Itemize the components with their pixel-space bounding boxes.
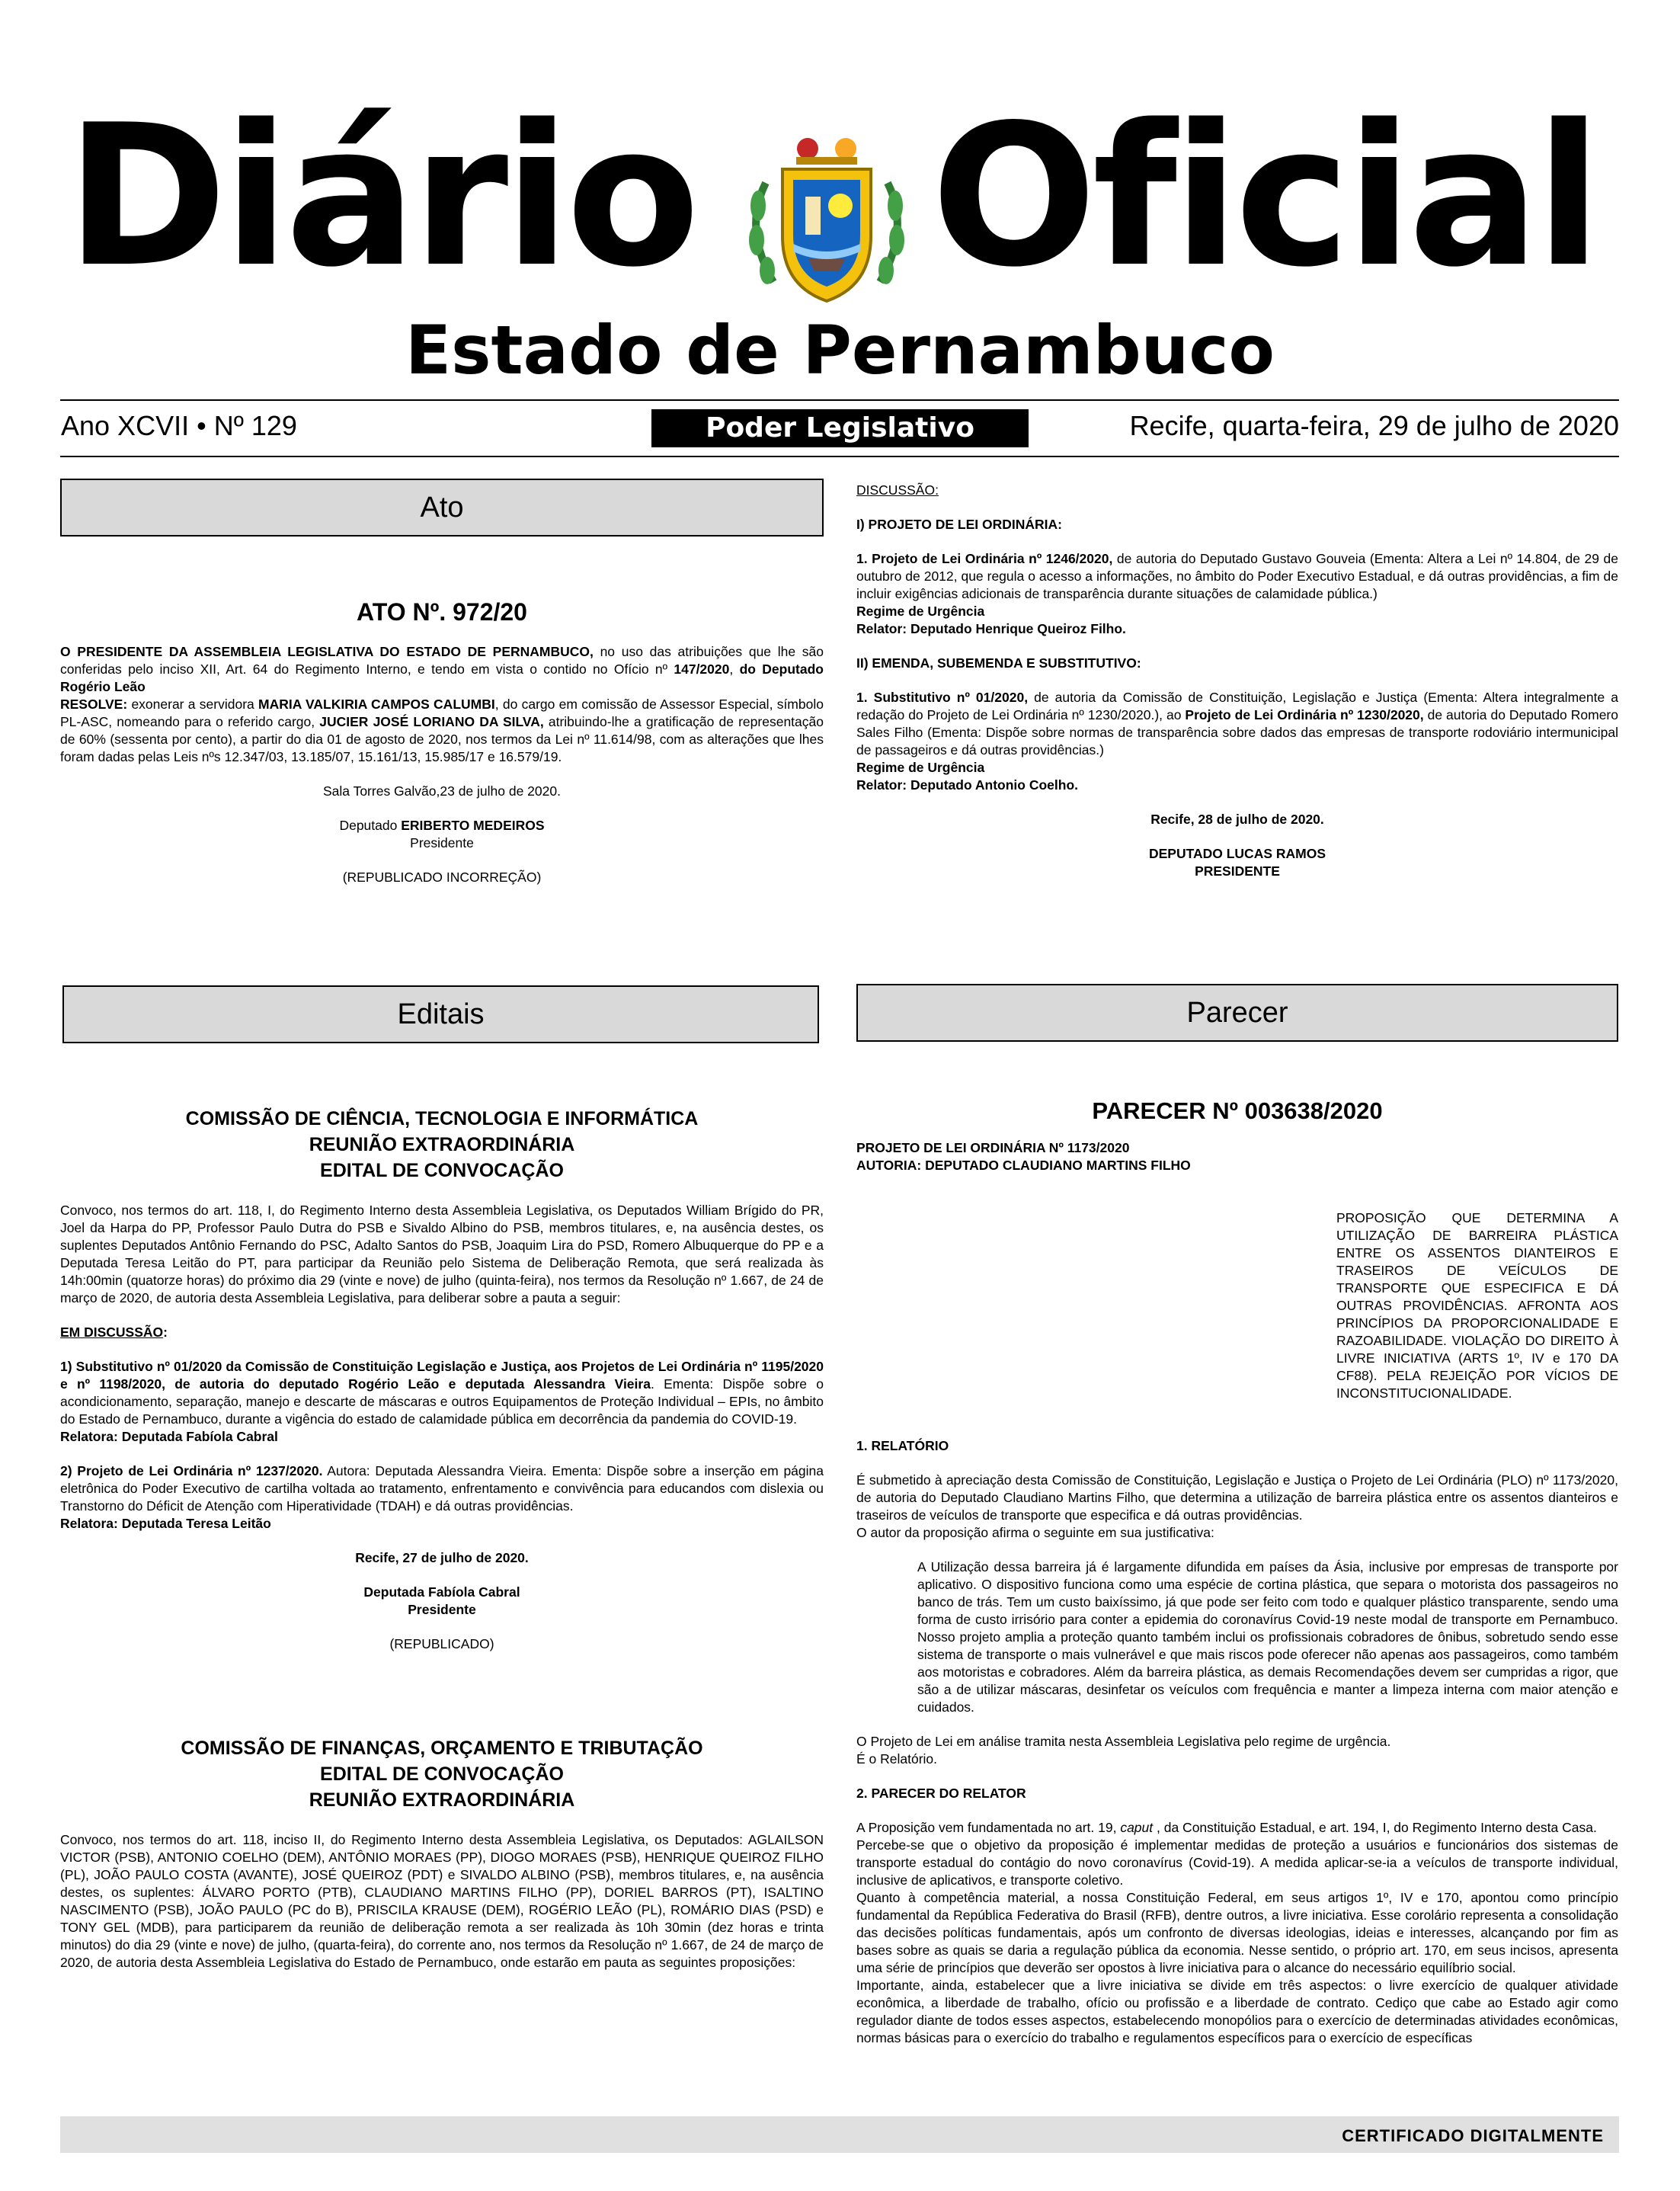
edital-1-item-2: 2) Projeto de Lei Ordinária nº 1237/2020. Autora: Deputada Alessandra Vieira. Ementa: Dispõe sobre a inserção em página eletrônica do Poder Executivo de cartilha voltada ao tratamento, enfrentamento e convivência para educandos com dislexia ou Transtorno do Déficit de Atenção com Hiperatividade (TDAH) e dá outras providências. bbox=[60, 1463, 824, 1514]
discussao-heading: DISCUSSÃO: bbox=[856, 482, 939, 498]
edital-1-date: Recife, 27 de julho de 2020. bbox=[355, 1550, 529, 1565]
edital-1-signature-role: Presidente bbox=[408, 1602, 476, 1617]
section-header-ato: Ato bbox=[60, 479, 824, 537]
edital-1-item-1: 1) Substitutivo nº 01/2020 da Comissão de Constituição Legislação e Justiça, aos Projetos de Lei Ordinária nº 1195/2020 e nº 1198/2020, de autoria do deputado Rogério Leão e deputada Alessandra Vieira. Ementa: Dispõe sobre o acondicionamento, separação, manejo e descarte de máscaras e outros Equipamentos de Proteção Individual – EPIs, no âmbito do Estado de Pernambuco, durante a vigência do estado de calamidade pública em decorrência da pandemia do COVID-19. bbox=[60, 1359, 824, 1427]
parecer-quote: A Utilização dessa barreira já é largamente difundida em países da Ásia, inclusive por empresas de transporte por aplicativo. O dispositivo funciona como uma espécie de cortina plástica, que separa o motorista dos passageiros no banco de trás. Tem um custo baixíssimo, já que pode ser feito com todo e qualquer plástico transparente, sendo uma forma de custo irrisório para conter a epidemia do coronavírus Covid-19 neste modal de transporte em Pernambuco. Nosso projeto amplia a proteção quanto também inclui os profissionais cobradores de ônibus, sobretudo sendo esse sistema de transporte o mais vulnerável e que mais riscos pode oferecer não apenas aos passageiros, como também aos motoristas e cobradores. Além da barreira plástica, as demais Recomendações devem ser cumpridas a rigor, que são a de utilizar máscaras, desinfetar os veículos com frequência e manter a limpeza interna com maior atenção e cuidados. bbox=[917, 1559, 1618, 1715]
parecer-heading-relator: 2. PARECER DO RELATOR bbox=[856, 1786, 1026, 1801]
discussao-item-2-regime: Regime de Urgência bbox=[856, 760, 985, 775]
section-header-editais: Editais bbox=[62, 985, 819, 1043]
discussao-signature-role: PRESIDENTE bbox=[1195, 863, 1280, 879]
discussao-item-1: 1. Projeto de Lei Ordinária nº 1246/2020, de autoria do Deputado Gustavo Gouveia (Ementa: Altera a Lei nº 14.804, de 29 de outubro de 2012, que regula o acesso a informações, no âmbito do Poder Executivo Estadual, e dá outras providências, a fim de incluir exigências adicionais de transparência durante situações de calamidade pública.) bbox=[856, 551, 1618, 601]
ato-signature: Deputado ERIBERTO MEDEIROS bbox=[339, 818, 545, 833]
publication-date: Recife, quarta-feira, 29 de julho de 2020 bbox=[1129, 410, 1619, 441]
edital-1-item-2-relatora: Relatora: Deputada Teresa Leitão bbox=[60, 1516, 271, 1531]
parecer-autoria: AUTORIA: DEPUTADO CLAUDIANO MARTINS FILHO bbox=[856, 1158, 1191, 1173]
parecer-relatorio-2: O autor da proposição afirma o seguinte em sua justificativa: bbox=[856, 1525, 1214, 1540]
parecer-title: PARECER Nº 003638/2020 bbox=[1092, 1097, 1383, 1124]
edital-1-em-discussao: EM DISCUSSÃO: bbox=[60, 1325, 168, 1340]
parecer-projeto: PROJETO DE LEI ORDINÁRIA Nº 1173/2020 bbox=[856, 1140, 1130, 1155]
parecer-relatorio-3: O Projeto de Lei em análise tramita nesta Assembleia Legislativa pelo regime de urgência. bbox=[856, 1734, 1391, 1749]
parecer-paragraph-2: Percebe-se que o objetivo da proposição é implementar medidas de proteção a usuários e funcionários dos sistemas de transporte estadual do contágio do novo coronavírus (Covid-19). A medida aplicar-se-ia a veículos de transporte individual, inclusive de aplicativos, e transporte coletivo. bbox=[856, 1837, 1618, 1888]
edital-2-title-1: COMISSÃO DE FINANÇAS, ORÇAMENTO E TRIBUTAÇÃO bbox=[181, 1738, 703, 1759]
masthead-title-left: Diário bbox=[66, 83, 696, 310]
edital-1-item-1-relatora: Relatora: Deputada Fabíola Cabral bbox=[60, 1429, 278, 1444]
edital-1-title-1: COMISSÃO DE CIÊNCIA, TECNOLOGIA E INFORMÁTICA bbox=[185, 1108, 699, 1129]
ato-place-date: Sala Torres Galvão,23 de julho de 2020. bbox=[323, 783, 561, 799]
left-column bbox=[60, 479, 824, 2191]
ato-title: ATO Nº. 972/20 bbox=[357, 598, 527, 626]
discussao-item-2-relator: Relator: Deputado Antonio Coelho. bbox=[856, 777, 1078, 793]
edital-2-title-3: REUNIÃO EXTRAORDINÁRIA bbox=[309, 1789, 575, 1811]
discussao-subheading-1: I) PROJETO DE LEI ORDINÁRIA: bbox=[856, 517, 1062, 532]
edital-1-title-3: EDITAL DE CONVOCAÇÃO bbox=[320, 1160, 564, 1181]
edital-2-intro: Convoco, nos termos do art. 118, inciso II, do Regimento Interno desta Assembleia Legislativa, os Deputados: AGLAILSON VICTOR (PSB), ANTONIO COELHO (DEM), ANTÔNIO MORAES (PP), DIOGO MORAES (PSB), HENRIQUE QUEIROZ FILHO (PL), JOÃO PAULO COSTA (AVANTE), JOSÉ QUEIROZ (PDT) e SIVALDO ALBINO (PSB), membros titulares, e, na ausência destes, os suplentes: ÁLVARO PORTO (PTB), CLAUDIANO MARTINS FILHO (PP), DORIEL BARROS (PT), ISALTINO NASCIMENTO (PSB), JOÃO PAULO (PC do B), PRISCILA KRAUSE (DEM), ROGÉRIO LEÃO (PL), ROMÁRIO DIAS (PSD) e TONY GEL (MDB), para participarem da reunião de deliberação remota a ser realizada às 10h 30min (dez horas e trinta minutos) do dia 29 (vinte e nove) de julho, (quarta-feira), do corrente ano, nos termos da Resolução nº 1.667, de 24 de março de 2020, de autoria desta Assembleia Legislativa do Estado de Pernambuco, onde estarão em pauta as seguintes proposições: bbox=[60, 1832, 824, 1970]
discussao-signature: DEPUTADO LUCAS RAMOS bbox=[1148, 846, 1326, 861]
discussao-date: Recife, 28 de julho de 2020. bbox=[1150, 812, 1324, 827]
ato-note: (REPUBLICADO INCORREÇÃO) bbox=[342, 870, 542, 885]
branch-banner: Poder Legislativo bbox=[651, 409, 1029, 447]
parecer-ementa: PROPOSIÇÃO QUE DETERMINA A UTILIZAÇÃO DE BARREIRA PLÁSTICA ENTRE OS ASSENTOS DIANTEIROS E TRASEIROS DE VEÍCULOS DE TRANSPORTE QUE ESPECIFICA E DÁ OUTRAS PROVIDÊNCIAS. AFRONTA AOS PRINCÍPIOS DA PROPORCIONALIDADE E RAZOABILIDADE. VIOLAÇÃO DO DIREITO À LIVRE INICIATIVA (ARTS 1º, IV e 170 DA CF88). PELA REJEIÇÃO POR VÍCIOS DE INCONSTITUCIONALIDADE. bbox=[1336, 1210, 1618, 1401]
discussao-item-1-regime: Regime de Urgência bbox=[856, 604, 985, 619]
masthead-subtitle: Estado de Pernambuco bbox=[405, 311, 1275, 389]
parecer-paragraph-3: Quanto à competência material, a nossa Constituição Federal, em seus artigos 1º, IV e 170, apontou como princípio fundamental da República Federativa do Brasil (RFB), dentre outros, a livre iniciativa. Esse corolário representa a consolidação das decisões políticas fundamentais, após um confronto de diversas ideologias, ideias e interesses, alcançando por fim as bases sobre as quais se daria a regulação pública da economia. Nesse sentido, o próprio art. 170, em seus incisos, apresenta uma série de princípios que deverão ser opostos à livre iniciativa para o alcance do necessário equilíbrio social. bbox=[856, 1890, 1618, 1975]
edition-number: Ano XCVII • Nº 129 bbox=[61, 410, 297, 441]
edital-1-signature: Deputada Fabíola Cabral bbox=[363, 1584, 520, 1600]
parecer-paragraph-1: A Proposição vem fundamentada no art. 19, caput , da Constituição Estadual, e art. 194, I, do Regimento Interno desta Casa. bbox=[856, 1820, 1597, 1835]
discussao-item-2: 1. Substitutivo nº 01/2020, de autoria da Comissão de Constituição, Legislação e Justiça (Ementa: Altera integralmente a redação do Projeto de Lei Ordinária nº 1230/2020.), ao Projeto de Lei Ordinária nº 1230/2020, de autoria do Deputado Romero Sales Filho (Ementa: Dispõe sobre normas de transparência sobre dados das empresas de transporte rodoviário intermunicipal de passageiros e dá outras providências.) bbox=[856, 690, 1618, 758]
parecer-relatorio-1: É submetido à apreciação desta Comissão de Constituição, Legislação e Justiça o Projeto de Lei Ordinária (PLO) nº 1173/2020, de autoria do Deputado Claudiano Martins Filho, que determina a utilização de barreira plástica entre os assentos dianteiros e traseiros de veículos de transporte que especifica e dá outras providências. bbox=[856, 1472, 1618, 1523]
ato-paragraph-1: O PRESIDENTE DA ASSEMBLEIA LEGISLATIVA DO ESTADO DE PERNAMBUCO, no uso das atribuições que lhe são conferidas pelo inciso XII, Art. 64 do Regimento Interno, e tendo em vista o contido no Ofício nº 147/2020, do Deputado Rogério Leão bbox=[60, 644, 824, 694]
masthead-top-rule bbox=[60, 399, 1619, 401]
section-header-parecer: Parecer bbox=[856, 984, 1618, 1042]
digital-certificate-label: CERTIFICADO DIGITALMENTE bbox=[1342, 2126, 1604, 2145]
masthead-title-right: Oficial bbox=[931, 83, 1598, 310]
edital-1-title-2: REUNIÃO EXTRAORDINÁRIA bbox=[309, 1134, 575, 1155]
parecer-heading-relatorio: 1. RELATÓRIO bbox=[856, 1438, 949, 1453]
edital-2-title-2: EDITAL DE CONVOCAÇÃO bbox=[320, 1763, 564, 1785]
parecer-paragraph-4: Importante, ainda, estabelecer que a livre iniciativa se divide em três aspectos: o livre exercício de qualquer atividade econômica, a liberdade de trabalho, ofício ou profissão e a liberdade de contrato. Cediço que cabe ao Estado agir como regulador diante de todos esses aspectos, estabelecendo monopólios para o exercício de determinadas atividades econômicas, normas básicas para o exercício do trabalho e regulamentos específicos para o exercício de específicas bbox=[856, 1978, 1618, 2045]
discussao-subheading-2: II) EMENDA, SUBEMENDA E SUBSTITUTIVO: bbox=[856, 655, 1141, 671]
edital-1-intro: Convoco, nos termos do art. 118, I, do Regimento Interno desta Assembleia Legislativa, os Deputados William Brígido do PR, Joel da Harpa do PP, Professor Paulo Dutra do PSB e Sivaldo Albino do PSB, membros titulares, e, na ausência destes, os suplentes Deputados Antônio Fernando do PSC, Adalto Santos do PSB, Joaquim Lira do PSD, Romero Albuquerque do PP e a Deputada Teresa Leitão do PT, para participar da Reunião pelo Sistema de Deliberação Remota, que será realizada às 14h:00min (quatorze horas) do próximo dia 29 (vinte e nove) de julho (quinta-feira), nos termos da Resolução nº 1.667, de 24 de março de 2020, de autoria desta Assembleia Legislativa, para deliberar sobre a pauta a seguir: bbox=[60, 1203, 824, 1305]
discussao-item-1-relator: Relator: Deputado Henrique Queiroz Filho. bbox=[856, 621, 1126, 636]
masthead-bottom-rule bbox=[60, 456, 1619, 457]
pernambuco-coat-of-arms-icon bbox=[735, 130, 918, 312]
ato-paragraph-2: RESOLVE: exonerar a servidora MARIA VALKIRIA CAMPOS CALUMBI, do cargo em comissão de Assessor Especial, símbolo PL-ASC, nomeando para o referido cargo, JUCIER JOSÉ LORIANO DA SILVA, atribuindo-lhe a gratificação de representação de 60% (sessenta por cento), a partir do dia 01 de agosto de 2020, nos termos da Lei nº 11.614/98, com as alterações que lhes foram dadas pelas Leis nºs 12.347/03, 13.185/07, 15.161/13, 15.985/17 e 16.579/19. bbox=[60, 697, 824, 764]
right-column bbox=[856, 479, 1618, 2191]
edital-1-note: (REPUBLICADO) bbox=[389, 1636, 494, 1651]
ato-signature-role: Presidente bbox=[410, 835, 474, 850]
masthead bbox=[0, 0, 1680, 465]
parecer-relatorio-4: É o Relatório. bbox=[856, 1751, 938, 1767]
